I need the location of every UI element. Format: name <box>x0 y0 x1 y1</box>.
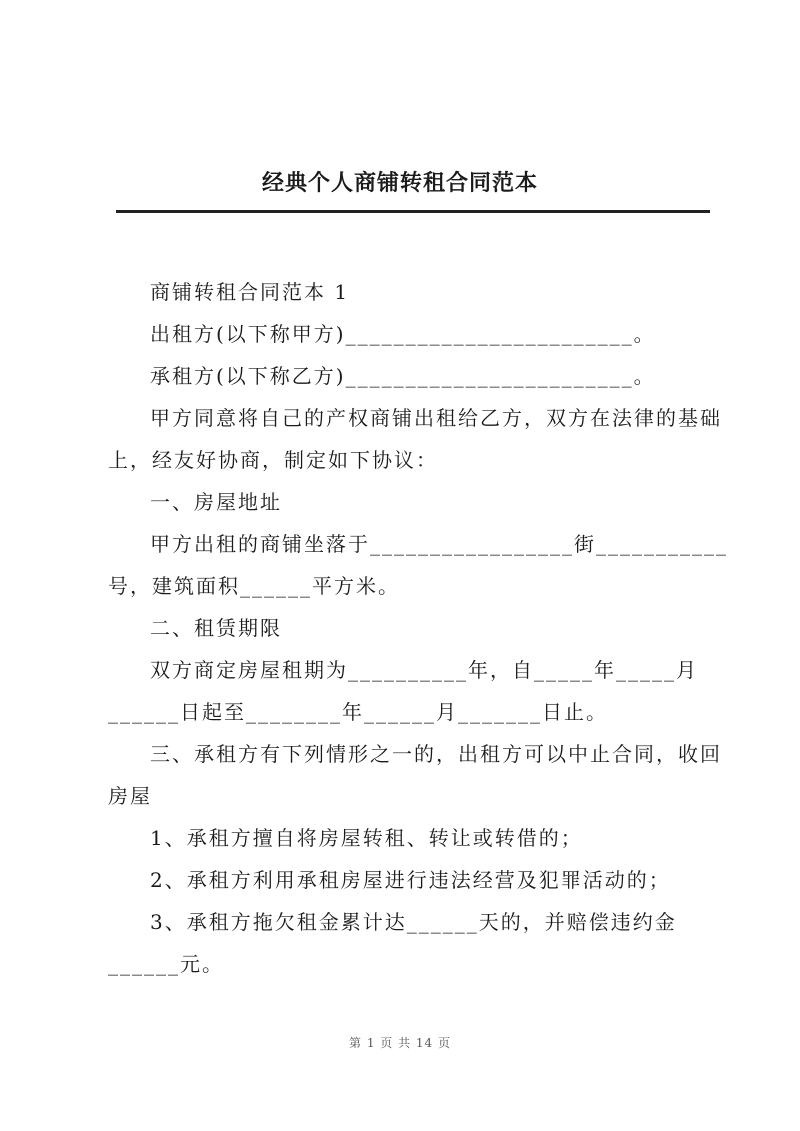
address-line: 甲方出租的商铺坐落于_________________街___________ <box>150 532 728 556</box>
list-item: 2、承租方利用承租房屋进行违法经营及犯罪活动的； <box>150 868 671 892</box>
term-line: 双方商定房屋租期为__________年，自_____年_____月 <box>150 658 698 682</box>
clause-heading: 房屋 <box>108 784 152 808</box>
list-item: ______元。 <box>108 952 224 976</box>
term-line: ______日起至________年______月_______日止。 <box>108 700 608 724</box>
paragraph-line: 上，经友好协商，制定如下协议： <box>108 448 438 472</box>
clause-heading: 三、承租方有下列情形之一的，出租方可以中止合同，收回 <box>150 742 722 766</box>
page-number: 第 1 页 共 14 页 <box>349 1036 451 1050</box>
document-title: 经典个人商铺转租合同范本 <box>261 170 538 196</box>
area-line: 号，建筑面积______平方米。 <box>108 574 400 598</box>
lessor-field: 出租方(以下称甲方)________________________。 <box>150 322 656 346</box>
paragraph-line: 甲方同意将自己的产权商铺出租给乙方，双方在法律的基础 <box>150 406 722 430</box>
title-divider <box>116 210 710 213</box>
lessee-field: 承租方(以下称乙方)________________________。 <box>150 364 656 388</box>
list-item: 3、承租方拖欠租金累计达______天的，并赔偿违约金 <box>150 910 677 934</box>
section-heading: 商铺转租合同范本 1 <box>150 280 350 304</box>
clause-heading: 一、房屋地址 <box>150 490 282 514</box>
clause-heading: 二、租赁期限 <box>150 616 282 640</box>
list-item: 1、承租方擅自将房屋转租、转让或转借的； <box>150 826 583 850</box>
